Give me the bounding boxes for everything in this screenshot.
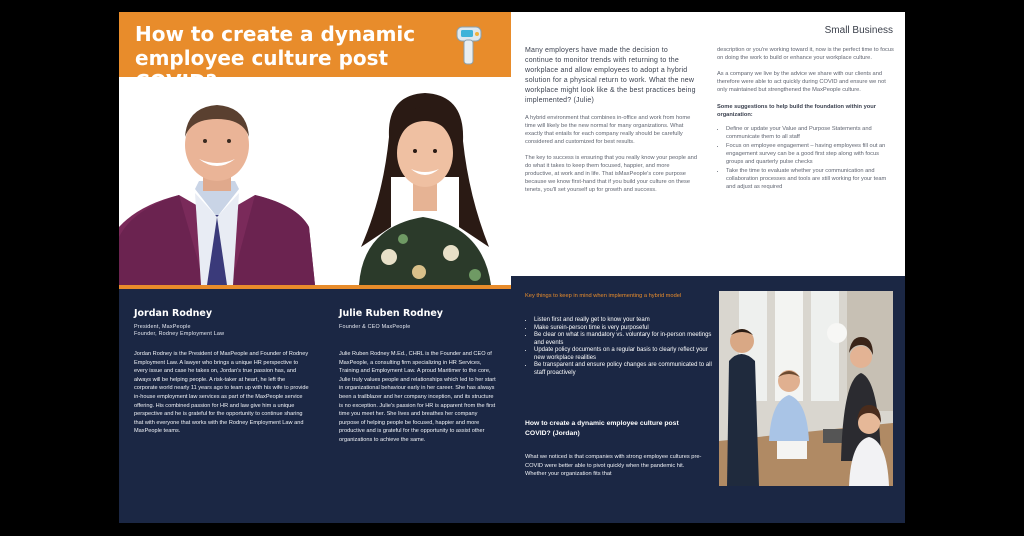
bio-jordan xyxy=(134,308,310,436)
paragraph: The key to success is ensuring that you really know your people and do what it takes to keep them focused, happier, and more productive, at work and in life. That isMaxPeople's core purpose because we know first-hand that if you build your culture on these tenets, you'll set yourself up for growth and success. xyxy=(525,155,697,193)
left-page xyxy=(119,12,511,523)
bio-role: President, MaxPeople Founder, Rodney Employment Law xyxy=(134,324,225,337)
orange-divider xyxy=(119,285,511,289)
right-page xyxy=(511,12,905,523)
bio-name: Julie Ruben Rodney xyxy=(339,308,443,319)
list-item: • Update policy documents on a regular basis to clearly reflect your new workplace realities xyxy=(534,347,714,362)
magazine-spread xyxy=(119,12,905,523)
lead-paragraph: Many employers have made the decision to continue to monitor trends with returning to the workplace and allow employees to adopt a hybrid solution for a physical return to work. What the new workplace might look like & the best practices being implemented? (Julie) xyxy=(525,47,696,104)
bio-julie xyxy=(339,308,499,445)
list-item: • Listen first and really get to know your team xyxy=(534,317,714,325)
bio-name: Jordan Rodney xyxy=(134,308,213,319)
list-item: • Make surein-person time is very purposeful xyxy=(534,325,714,333)
key-things-heading: Key things to keep in mind when implementing a hybrid model xyxy=(525,293,682,299)
paragraph: As a company we live by the advice we share with our clients and therefore were able to act quickly during COVID and ensure we not only maintained but strengthened the MaxPeople culture. xyxy=(717,71,886,93)
thermometer-gun-icon xyxy=(453,24,485,68)
portrait-jordan-rodney xyxy=(119,77,315,285)
question-heading: How to create a dynamic employee culture post COVID? (Jordan) xyxy=(525,420,679,437)
list-item: • Be clear on what is mandatory vs. voluntary for in-person meetings and events xyxy=(534,332,714,347)
suggestions-heading: Some suggestions to help build the foundation within your organization: xyxy=(717,104,876,118)
list-item: • Take the time to evaluate whether your communication and collaboration processes and tools are still working for your team and adjust as required xyxy=(726,167,895,191)
suggestions-list xyxy=(717,125,895,191)
portraits-area xyxy=(119,77,511,285)
section-label: Small Business xyxy=(824,25,893,36)
article-title: How to create a dynamic employee culture post xyxy=(135,22,416,70)
key-things-list xyxy=(534,317,714,377)
bio-text: Julie Ruben Rodney M.Ed., CHRL is the Founder and CEO of MaxPeople, a consulting firm specializing in HR Services, Training and Employment Law. A proud Maritimer to the core, Julie truly values people and relationships which led to her start in organizational behaviour early in her career. She has always been a trailblazer and her company inception, and its structure is no exception. Julie's passion for HR is apparent from the first time you meet her. She lives and breathes her company purpose of helping people be focused, happier and more productive and is grateful for the opportunity to assist other organizations to achieve the same. xyxy=(339,351,496,443)
column-2 xyxy=(717,46,895,192)
bio-role: Founder & CEO MaxPeople xyxy=(339,324,411,330)
title-banner xyxy=(119,12,511,77)
right-page-top xyxy=(511,12,905,276)
portrait-julie-ruben-rodney xyxy=(339,77,511,285)
paragraph: A hybrid environment that combines in-office and work from home time will likely be the new normal for many organizations. What exactly that entails for each company really should be carefully considered and customized for best results. xyxy=(525,115,691,145)
bio-text: Jordan Rodney is the President of MaxPeople and Founder of Rodney Employment Law. A lawyer who brings a unique HR perspective to every issue and case he takes on, Jordan's true passion has, and always will be helping people. A risk-taker at heart, he left the corporate world nearly 11 years ago to team up with his wife to provide in-house employment law services as part of the MaxPeople service offering. His combined passion for HR and law give him a unique perspective and he is grateful for the opportunity to continue sharing that with everyone that works with the Rodney Employment Law and MaxPeople teams. xyxy=(134,351,309,435)
question-body: What we noticed is that companies with strong employee cultures pre-COVID were better able to pivot quickly when the pandemic hit. Whether your organization fits that xyxy=(525,454,702,477)
column-1 xyxy=(525,46,697,194)
office-meeting-photo xyxy=(719,291,893,486)
list-item: • Be transparent and ensure policy changes are communicated to all staff proactively xyxy=(534,362,714,377)
paragraph: description or you're working toward it, now is the perfect time to focus on doing the work to build or enhance your workplace culture. xyxy=(717,47,894,61)
list-item: • Focus on employee engagement – having employees fill out an engagement survey can be a good first step along with focus groups and quarterly pulse checks xyxy=(726,142,895,166)
list-item: • Define or update your Value and Purpose Statements and communicate them to all staff xyxy=(726,125,895,141)
